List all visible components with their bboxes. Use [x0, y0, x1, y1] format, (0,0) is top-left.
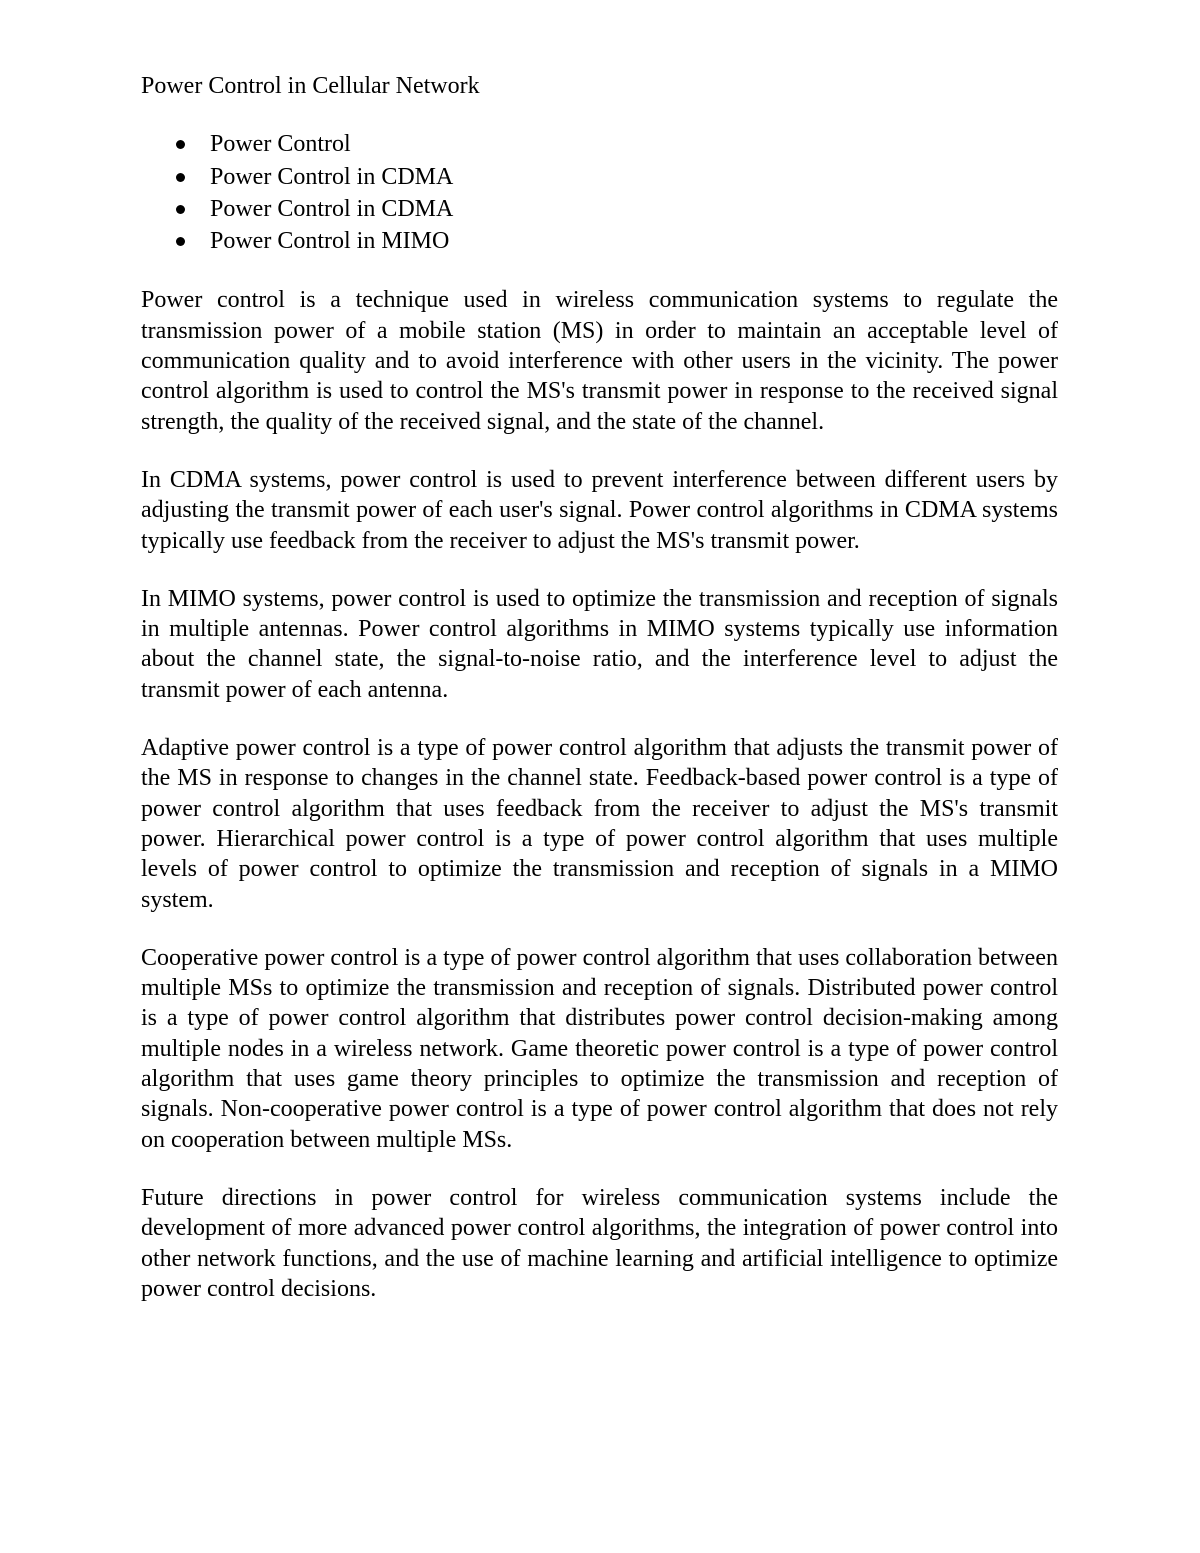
bullet-dot-icon	[176, 173, 185, 182]
bullet-dot-icon	[176, 140, 185, 149]
bullet-text: Power Control in CDMA	[210, 195, 454, 222]
bullet-text: Power Control in CDMA	[210, 163, 454, 190]
bullet-item	[141, 161, 1058, 193]
bullet-item	[141, 193, 1058, 225]
paragraph-cdma: In CDMA systems, power control is used to prevent interference between different users by adjusting the transmit power of each user's signal. Power control algorithms in CDMA systems typically use feedback from the receiver to adjust the MS's transmit power.	[141, 466, 1058, 554]
paragraph-algorithm-types: Adaptive power control is a type of power control algorithm that adjusts the transmit power of the MS in response to changes in the channel state. Feedback-based power control is a type of power control algorithm that uses feedback from the receiver to adjust the MS's transmit power. Hierarchical power control is a type of power control algorithm that uses multiple levels of power control to optimize the transmission and reception of signals in a MIMO system.	[141, 735, 1058, 913]
paragraph-power-control-definition: Power control is a technique used in wireless communication systems to regulate the transmission power of a mobile station (MS) in order to maintain an acceptable level of communication quality and to avoid interference with other users in the vicinity. The power control algorithm is used to control the MS's transmit power in response to the received signal strength, the quality of the received signal, and the state of the channel.	[141, 287, 1058, 435]
paragraph-mimo: In MIMO systems, power control is used to optimize the transmission and reception of signals in multiple antennas. Power control algorithms in MIMO systems typically use information about the channel state, the signal-to-noise ratio, and the interference level to adjust the transmit power of each antenna.	[141, 585, 1058, 703]
bullet-text: Power Control	[210, 131, 351, 158]
paragraph-future-directions: Future directions in power control for wireless communication systems include the development of more advanced power control algorithms, the integration of power control into other network functions, and the use of machine learning and artificial intelligence to optimize power control decisions.	[141, 1184, 1058, 1302]
document-title: Power Control in Cellular Network	[141, 73, 480, 99]
bullet-item	[141, 128, 1058, 160]
topic-bullet-list	[141, 128, 1058, 257]
document-body	[141, 71, 1058, 1304]
bullet-dot-icon	[176, 237, 185, 246]
bullet-dot-icon	[176, 205, 185, 214]
bullet-item	[141, 225, 1058, 257]
paragraph-cooperative-types: Cooperative power control is a type of power control algorithm that uses collaboration between multiple MSs to optimize the transmission and reception of signals. Distributed power control is a type of power control algorithm that distributes power control decision-making among multiple nodes in a wireless network. Game theoretic power control is a type of power control algorithm that uses game theory principles to optimize the transmission and reception of signals. Non-cooperative power control is a type of power control algorithm that does not rely on cooperation between multiple MSs.	[141, 944, 1058, 1153]
bullet-text: Power Control in MIMO	[210, 228, 450, 255]
